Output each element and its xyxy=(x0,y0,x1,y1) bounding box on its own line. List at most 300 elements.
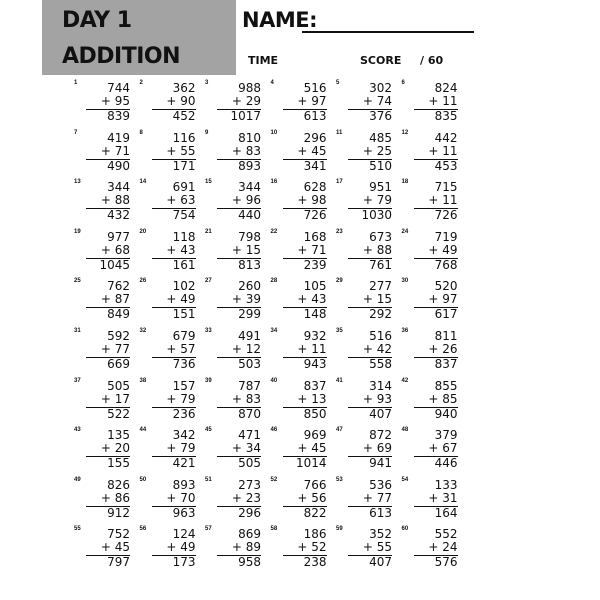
problem-number: 7 xyxy=(74,129,78,136)
problem xyxy=(74,227,130,273)
problem xyxy=(402,128,458,174)
problem-number: 57 xyxy=(205,526,212,533)
sum: 440 xyxy=(238,208,261,223)
addend-bottom: + 68 xyxy=(86,244,130,259)
sum: 421 xyxy=(172,456,196,471)
sum: 726 xyxy=(434,208,458,223)
addend-bottom: + 11 xyxy=(414,95,458,110)
sum: 171 xyxy=(172,158,196,173)
problem xyxy=(140,475,196,521)
problem-number: 21 xyxy=(205,228,212,235)
problem-number: 43 xyxy=(74,427,81,434)
problem xyxy=(205,475,261,521)
addend-bottom: + 93 xyxy=(348,393,392,408)
problem-number: 17 xyxy=(336,179,343,186)
addend-top: 673 xyxy=(369,229,392,244)
addend-top: 810 xyxy=(238,130,261,145)
addend-bottom: + 95 xyxy=(86,95,130,110)
addend-top: 552 xyxy=(434,527,458,542)
addend-bottom: + 79 xyxy=(152,393,196,408)
problem xyxy=(74,128,130,174)
sum: 1017 xyxy=(230,109,261,123)
problem xyxy=(336,78,392,124)
sum: 236 xyxy=(172,406,196,421)
sum: 558 xyxy=(369,357,392,371)
topic-title: ADDITION xyxy=(62,44,181,69)
addend-top: 344 xyxy=(238,180,261,195)
sum: 376 xyxy=(369,109,392,123)
addend-bottom: + 83 xyxy=(217,145,261,160)
problem xyxy=(402,376,458,422)
problem-number: 23 xyxy=(336,228,343,235)
sum: 669 xyxy=(107,357,130,371)
addend-bottom: + 67 xyxy=(414,442,458,457)
problem xyxy=(205,78,261,124)
addend-bottom: + 39 xyxy=(217,293,261,308)
addend-top: 988 xyxy=(238,81,261,95)
problem-number: 10 xyxy=(270,129,278,136)
name-field[interactable] xyxy=(302,31,474,33)
problem xyxy=(271,425,327,471)
sum: 736 xyxy=(172,357,196,371)
problem-number: 18 xyxy=(401,179,409,186)
sum: 761 xyxy=(369,257,392,272)
problem xyxy=(74,276,130,322)
addend-top: 679 xyxy=(172,329,196,343)
addend-bottom: + 83 xyxy=(217,393,261,408)
addend-top: 826 xyxy=(107,477,130,492)
day-title: DAY 1 xyxy=(62,8,132,33)
problem xyxy=(271,276,327,322)
problem-number: 49 xyxy=(74,476,81,483)
problem-number: 6 xyxy=(401,80,405,86)
addend-bottom: + 87 xyxy=(86,293,130,308)
addend-bottom: + 24 xyxy=(414,541,458,556)
problem xyxy=(140,227,196,273)
addend-top: 186 xyxy=(303,527,327,542)
problem xyxy=(140,524,196,570)
addend-top: 872 xyxy=(369,428,392,443)
sum: 299 xyxy=(238,307,261,322)
addend-bottom: + 57 xyxy=(152,343,196,358)
sum: 432 xyxy=(107,208,130,223)
addend-top: 135 xyxy=(107,428,130,443)
addend-top: 442 xyxy=(434,130,458,145)
problem-number: 53 xyxy=(336,476,343,483)
addend-bottom: + 90 xyxy=(152,95,196,110)
problem xyxy=(74,475,130,521)
sum: 822 xyxy=(303,505,327,520)
problem xyxy=(205,128,261,174)
problem-number: 14 xyxy=(139,179,147,186)
addend-bottom: + 89 xyxy=(217,541,261,556)
sum: 148 xyxy=(303,307,327,322)
addend-top: 157 xyxy=(172,378,196,393)
problem-number: 52 xyxy=(270,476,278,483)
sum: 613 xyxy=(303,109,327,123)
name-label: NAME: xyxy=(242,8,317,32)
addend-bottom: + 98 xyxy=(283,194,327,209)
sum: 617 xyxy=(434,307,458,322)
problem-number: 25 xyxy=(74,278,81,285)
problem-number: 37 xyxy=(74,377,81,384)
addend-bottom: + 11 xyxy=(414,145,458,160)
problem xyxy=(402,425,458,471)
addend-bottom: + 74 xyxy=(348,95,392,110)
addend-bottom: + 34 xyxy=(217,442,261,457)
addend-bottom: + 63 xyxy=(152,194,196,209)
problem xyxy=(74,326,130,372)
problem-number: 32 xyxy=(139,328,147,334)
addend-top: 628 xyxy=(303,180,327,195)
addend-top: 344 xyxy=(107,180,130,195)
problem-number: 42 xyxy=(401,377,409,384)
sum: 813 xyxy=(238,257,261,272)
addend-top: 124 xyxy=(172,527,196,542)
addend-top: 520 xyxy=(434,279,458,294)
problem xyxy=(336,376,392,422)
problem xyxy=(336,475,392,521)
sum: 510 xyxy=(369,158,392,173)
sum: 1014 xyxy=(295,456,327,471)
problem xyxy=(205,177,261,223)
problem-number: 5 xyxy=(336,80,340,86)
sum: 164 xyxy=(434,505,458,520)
problem-number: 29 xyxy=(336,278,343,285)
sum: 407 xyxy=(369,406,392,421)
addend-top: 592 xyxy=(107,329,130,343)
problem-number: 22 xyxy=(270,228,278,235)
addend-top: 302 xyxy=(369,81,392,95)
sum: 341 xyxy=(303,158,327,173)
problem-number: 60 xyxy=(401,526,409,533)
addend-top: 277 xyxy=(369,279,392,294)
problem-number: 1 xyxy=(74,80,78,86)
addend-bottom: + 43 xyxy=(152,244,196,259)
addend-top: 715 xyxy=(434,180,458,195)
problem xyxy=(336,177,392,223)
problem xyxy=(402,227,458,273)
addend-bottom: + 55 xyxy=(152,145,196,160)
problem-number: 54 xyxy=(401,476,409,483)
addend-bottom: + 77 xyxy=(86,343,130,358)
sum: 238 xyxy=(303,555,327,570)
problem xyxy=(336,524,392,570)
addend-top: 419 xyxy=(107,130,130,145)
problem xyxy=(74,78,130,124)
sum: 296 xyxy=(238,505,261,520)
addend-top: 516 xyxy=(303,81,327,95)
sum: 522 xyxy=(107,406,130,421)
sum: 505 xyxy=(238,456,261,471)
problem xyxy=(271,326,327,372)
addend-bottom: + 45 xyxy=(283,145,327,160)
sum: 839 xyxy=(107,109,130,123)
problem xyxy=(205,376,261,422)
addend-bottom: + 20 xyxy=(86,442,130,457)
problem-number: 36 xyxy=(401,328,409,334)
addend-top: 516 xyxy=(369,329,392,343)
addend-bottom: + 11 xyxy=(283,343,327,358)
addend-bottom: + 49 xyxy=(152,293,196,308)
addend-top: 766 xyxy=(303,477,327,492)
problem xyxy=(402,78,458,124)
addend-bottom: + 17 xyxy=(86,393,130,408)
problem xyxy=(140,326,196,372)
time-label: TIME xyxy=(248,54,279,67)
addend-bottom: + 71 xyxy=(283,244,327,259)
problem xyxy=(205,425,261,471)
problem-number: 33 xyxy=(205,328,212,334)
addend-top: 969 xyxy=(303,428,327,443)
problem-number: 48 xyxy=(401,427,409,434)
problem-number: 31 xyxy=(74,328,81,334)
problem-number: 2 xyxy=(139,80,143,86)
sum: 963 xyxy=(172,505,196,520)
score-label: SCORE xyxy=(360,54,402,67)
sum: 797 xyxy=(107,555,130,570)
problem-number: 27 xyxy=(205,278,212,285)
problem xyxy=(74,425,130,471)
addend-top: 105 xyxy=(303,279,327,294)
addend-bottom: + 97 xyxy=(283,95,327,110)
problem-number: 20 xyxy=(139,228,147,235)
title-box xyxy=(42,0,236,75)
problem xyxy=(336,276,392,322)
addend-top: 932 xyxy=(303,329,327,343)
problem-number: 50 xyxy=(139,476,147,483)
problem xyxy=(336,425,392,471)
addend-top: 352 xyxy=(369,527,392,542)
problem-number: 30 xyxy=(401,278,409,285)
problem-number: 39 xyxy=(205,377,212,384)
addend-top: 505 xyxy=(107,378,130,393)
problem xyxy=(271,227,327,273)
addend-top: 260 xyxy=(238,279,261,294)
problem-number: 59 xyxy=(336,526,343,533)
addend-bottom: + 29 xyxy=(217,95,261,110)
sum: 407 xyxy=(369,555,392,570)
problem-number: 24 xyxy=(401,228,409,235)
problem xyxy=(271,524,327,570)
problem xyxy=(336,227,392,273)
sum: 155 xyxy=(107,456,130,471)
addend-top: 837 xyxy=(303,378,327,393)
sum: 613 xyxy=(369,505,392,520)
sum: 452 xyxy=(172,109,196,123)
addend-bottom: + 13 xyxy=(283,393,327,408)
addend-bottom: + 25 xyxy=(348,145,392,160)
problem xyxy=(271,78,327,124)
sum: 870 xyxy=(238,406,261,421)
sum: 239 xyxy=(303,257,327,272)
sum: 893 xyxy=(238,158,261,173)
problem xyxy=(140,276,196,322)
problem xyxy=(336,128,392,174)
addend-bottom: + 85 xyxy=(414,393,458,408)
problem-number: 28 xyxy=(270,278,278,285)
problem xyxy=(205,524,261,570)
addend-top: 951 xyxy=(369,180,392,195)
problem-number: 58 xyxy=(270,526,278,533)
problem xyxy=(205,227,261,273)
addend-top: 811 xyxy=(434,329,458,343)
problem-number: 41 xyxy=(336,377,343,384)
sum: 292 xyxy=(369,307,392,322)
problem-number: 11 xyxy=(336,129,343,136)
sum: 726 xyxy=(303,208,327,223)
addend-bottom: + 79 xyxy=(152,442,196,457)
addend-bottom: + 23 xyxy=(217,492,261,507)
addend-bottom: + 69 xyxy=(348,442,392,457)
problem xyxy=(402,276,458,322)
problem-number: 15 xyxy=(205,179,212,186)
addend-bottom: + 71 xyxy=(86,145,130,160)
addend-top: 977 xyxy=(107,229,130,244)
sum: 173 xyxy=(172,555,196,570)
sum: 1030 xyxy=(361,208,392,223)
problem xyxy=(402,524,458,570)
addend-top: 296 xyxy=(303,130,327,145)
problem-number: 44 xyxy=(139,427,147,434)
problem xyxy=(140,425,196,471)
problem-number: 8 xyxy=(139,129,143,136)
sum: 912 xyxy=(107,505,130,520)
sum: 446 xyxy=(434,456,458,471)
sum: 490 xyxy=(107,158,130,173)
sum: 941 xyxy=(369,456,392,471)
problem-number: 35 xyxy=(336,328,343,334)
problem-number: 12 xyxy=(401,129,409,136)
addend-top: 314 xyxy=(369,378,392,393)
score-total: / 60 xyxy=(420,54,444,67)
problem xyxy=(271,128,327,174)
problem-number: 19 xyxy=(74,228,81,235)
sum: 151 xyxy=(172,307,196,322)
addend-bottom: + 49 xyxy=(414,244,458,259)
sum: 943 xyxy=(303,357,327,371)
problem-number: 4 xyxy=(270,80,274,86)
addend-top: 719 xyxy=(434,229,458,244)
addend-top: 752 xyxy=(107,527,130,542)
problem xyxy=(205,276,261,322)
addend-top: 869 xyxy=(238,527,261,542)
addend-bottom: + 52 xyxy=(283,541,327,556)
addend-top: 379 xyxy=(434,428,458,443)
addend-top: 116 xyxy=(172,130,196,145)
addend-top: 133 xyxy=(434,477,458,492)
problem-number: 40 xyxy=(270,377,278,384)
addend-top: 342 xyxy=(172,428,196,443)
addend-bottom: + 45 xyxy=(86,541,130,556)
problem xyxy=(140,128,196,174)
addend-top: 893 xyxy=(172,477,196,492)
addend-top: 744 xyxy=(107,81,130,95)
addend-bottom: + 86 xyxy=(86,492,130,507)
problem xyxy=(271,376,327,422)
sum: 1045 xyxy=(99,257,130,272)
addend-top: 491 xyxy=(238,329,261,343)
problem xyxy=(140,78,196,124)
problem-number: 51 xyxy=(205,476,212,483)
addend-bottom: + 88 xyxy=(86,194,130,209)
sum: 161 xyxy=(172,257,196,272)
problem xyxy=(74,177,130,223)
addend-bottom: + 42 xyxy=(348,343,392,358)
addend-bottom: + 26 xyxy=(414,343,458,358)
sum: 837 xyxy=(434,357,458,371)
addend-bottom: + 49 xyxy=(152,541,196,556)
problem-number: 56 xyxy=(139,526,147,533)
problem-number: 9 xyxy=(205,129,209,136)
problem xyxy=(74,376,130,422)
problem xyxy=(402,475,458,521)
problem xyxy=(402,326,458,372)
problem xyxy=(336,326,392,372)
addend-bottom: + 31 xyxy=(414,492,458,507)
addend-top: 118 xyxy=(172,229,196,244)
addend-bottom: + 15 xyxy=(348,293,392,308)
problem xyxy=(402,177,458,223)
problem xyxy=(140,177,196,223)
problem-number: 46 xyxy=(270,427,278,434)
addend-bottom: + 96 xyxy=(217,194,261,209)
sum: 958 xyxy=(238,555,261,570)
problem-number: 16 xyxy=(270,179,278,186)
addend-top: 273 xyxy=(238,477,261,492)
addend-bottom: + 88 xyxy=(348,244,392,259)
problem xyxy=(74,524,130,570)
sum: 768 xyxy=(434,257,458,272)
sum: 576 xyxy=(434,555,458,570)
addend-bottom: + 15 xyxy=(217,244,261,259)
problem-number: 55 xyxy=(74,526,81,533)
problem-number: 26 xyxy=(139,278,147,285)
addend-top: 536 xyxy=(369,477,392,492)
addend-bottom: + 70 xyxy=(152,492,196,507)
addend-top: 787 xyxy=(238,378,261,393)
sum: 503 xyxy=(238,357,261,371)
addend-bottom: + 56 xyxy=(283,492,327,507)
addend-bottom: + 43 xyxy=(283,293,327,308)
problem-number: 47 xyxy=(336,427,343,434)
addend-top: 102 xyxy=(172,279,196,294)
addend-bottom: + 11 xyxy=(414,194,458,209)
addend-bottom: + 55 xyxy=(348,541,392,556)
addend-bottom: + 97 xyxy=(414,293,458,308)
sum: 850 xyxy=(303,406,327,421)
problem-number: 3 xyxy=(205,80,209,86)
addend-top: 855 xyxy=(434,378,458,393)
addend-top: 471 xyxy=(238,428,261,443)
addend-top: 798 xyxy=(238,229,261,244)
addend-bottom: + 45 xyxy=(283,442,327,457)
sum: 453 xyxy=(434,158,458,173)
addend-top: 691 xyxy=(172,180,196,195)
problem xyxy=(205,326,261,372)
addend-bottom: + 79 xyxy=(348,194,392,209)
problem-number: 34 xyxy=(270,328,278,334)
addend-top: 362 xyxy=(172,81,196,95)
addend-top: 824 xyxy=(434,81,458,95)
problem-number: 13 xyxy=(74,179,81,186)
problem xyxy=(271,475,327,521)
sum: 754 xyxy=(172,208,196,223)
addend-bottom: + 77 xyxy=(348,492,392,507)
problem-number: 38 xyxy=(139,377,147,384)
addend-top: 485 xyxy=(369,130,392,145)
sum: 849 xyxy=(107,307,130,322)
